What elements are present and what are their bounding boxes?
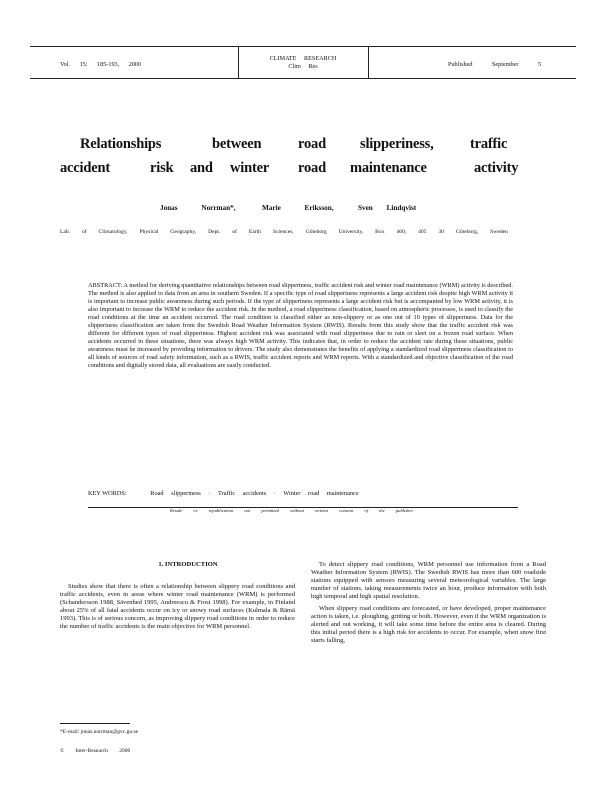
left-column [60,583,295,631]
paragraph: To detect slippery road conditions, WRM personnel use information from a Road Weather Information System (RWIS). The Swedish RWIS has more than 600 roadside stations equipped with sensors measuring several meteorological variables. The large number of stations, taking measurements twice an hour, produce information with both high temporal and high spatial resolution. [311,561,546,600]
paper-title-line-2 [60,160,536,180]
title-word: activity [474,160,519,176]
header-rule-top [30,46,576,47]
abstract [88,282,513,369]
title-word: road [298,160,326,176]
title-word: maintenance [350,160,427,176]
title-word: between [212,136,262,152]
resale-notice: Resale or republication not permitted without written consent of the publisher [170,508,414,513]
title-word: winter [230,160,270,176]
abstract-text: ABSTRACT: A method for deriving quantitative relationships between road slipperiness, traffic accident risk and winter road maintenance (WRM) activity is described. The method is also applied to data from an area in southern Sweden. If a specific type of road slipperiness represents a large accident risk despite high WRM activity it is important to increase public awareness during such periods. If the type of slipperiness represents a large accident risk but is accompanied by low WRM activity, it is also important to increase the WRM to reduce the accident risk. In the method, a road slipperiness classification, based on atmospheric processes, is used to classify the road conditions at the time an accident occurred. The road condition is classified either as non-slippery or as one out of 10 types of slipperiness. Data for the slipperiness classification are taken from the Swedish Road Weather Information System (RWIS). Results from this study show that the traffic accident risk was different for different types of road slipperiness. Highest accident risk was associated with road slipperiness due to rain or sleet on a frozen road surface. When accidents occurred in these situations, there was always high WRM activity. This indicates that, in order to reduce the accident rate during these situations, public awareness must be increased by providing information to drivers. The study also demonstrates the benefits of applying a standardized road slipperiness classification to all kinds of sources of road safety information, such as a RWIS, traffic accident reports and WRM reports. With a standardized and objective classification of the road conditions and digitally stored data, all evaluations are easily conducted. [88,282,513,369]
keywords-label: KEY WORDS: [88,490,127,497]
paragraph: Studies show that there is often a relationship between slippery road conditions and traffic accidents, even in areas where winter road maintenance (WRM) is performed (Schandersson 1988, Sävenhed 1995, Andreescu & Frost 1998). For example, in Finland about 25% of all fatal accidents occur on icy or snowy road surfaces (Kulmala & Rämä 1993). This is of serious concern, as improving slippery road conditions in order to reduce the number of traffic accidents is the main objective for WRM personnel. [60,583,295,630]
affiliation: Lab. of Climatology, Physical Geography, Dept. of Earth Sciences, Göteborg University, Box 460, 405 30 Göteborg, Sweden [60,229,508,235]
author-name: Jonas Norrman*, [160,204,236,212]
keywords [88,490,513,497]
header-divider-right [368,46,369,78]
title-word: Relationships [80,136,162,152]
section-heading-introduction: 1. INTRODUCTION [158,561,218,568]
paper-title-line-1 [60,136,536,156]
author-name: Sven Lindqvist [358,204,417,212]
title-word: road [298,136,326,152]
journal-name: CLIMATE RESEARCH [269,55,337,62]
journal-abbrev: Clim Res [288,63,318,70]
right-column [311,561,546,645]
title-word: traffic [470,136,508,152]
footnote-rule [60,723,130,724]
footnote-email: *E-mail: jonas.norrman@gvc.gu.se [60,729,139,735]
header-rule-bottom [30,78,576,79]
title-word: risk [150,160,174,176]
title-word: slipperiness, [360,136,434,152]
title-word: and [190,160,213,176]
published-date: Published September 5 [448,61,542,68]
journal-citation: Vol. 15: 185-193, 2000 [60,61,142,68]
keywords-items: Road slipperiness · Traffic accidents · Winter road maintenance [150,490,359,497]
author-name: Marie Eriksson, [262,204,334,212]
paragraph: When slippery road conditions are forecasted, or have developed, proper maintenance action is taken, i.e. ploughing, gritting or both. However, even if the WRM organization is alerted and out working, it will take some time before the entire area is cleared. During this initial period there is a high risk for accidents to occur. For example, when snow first starts falling, [311,604,546,644]
title-word: accident [60,160,110,176]
header-divider-left [238,46,239,78]
copyright: © Inter-Research 2000 [60,748,131,754]
